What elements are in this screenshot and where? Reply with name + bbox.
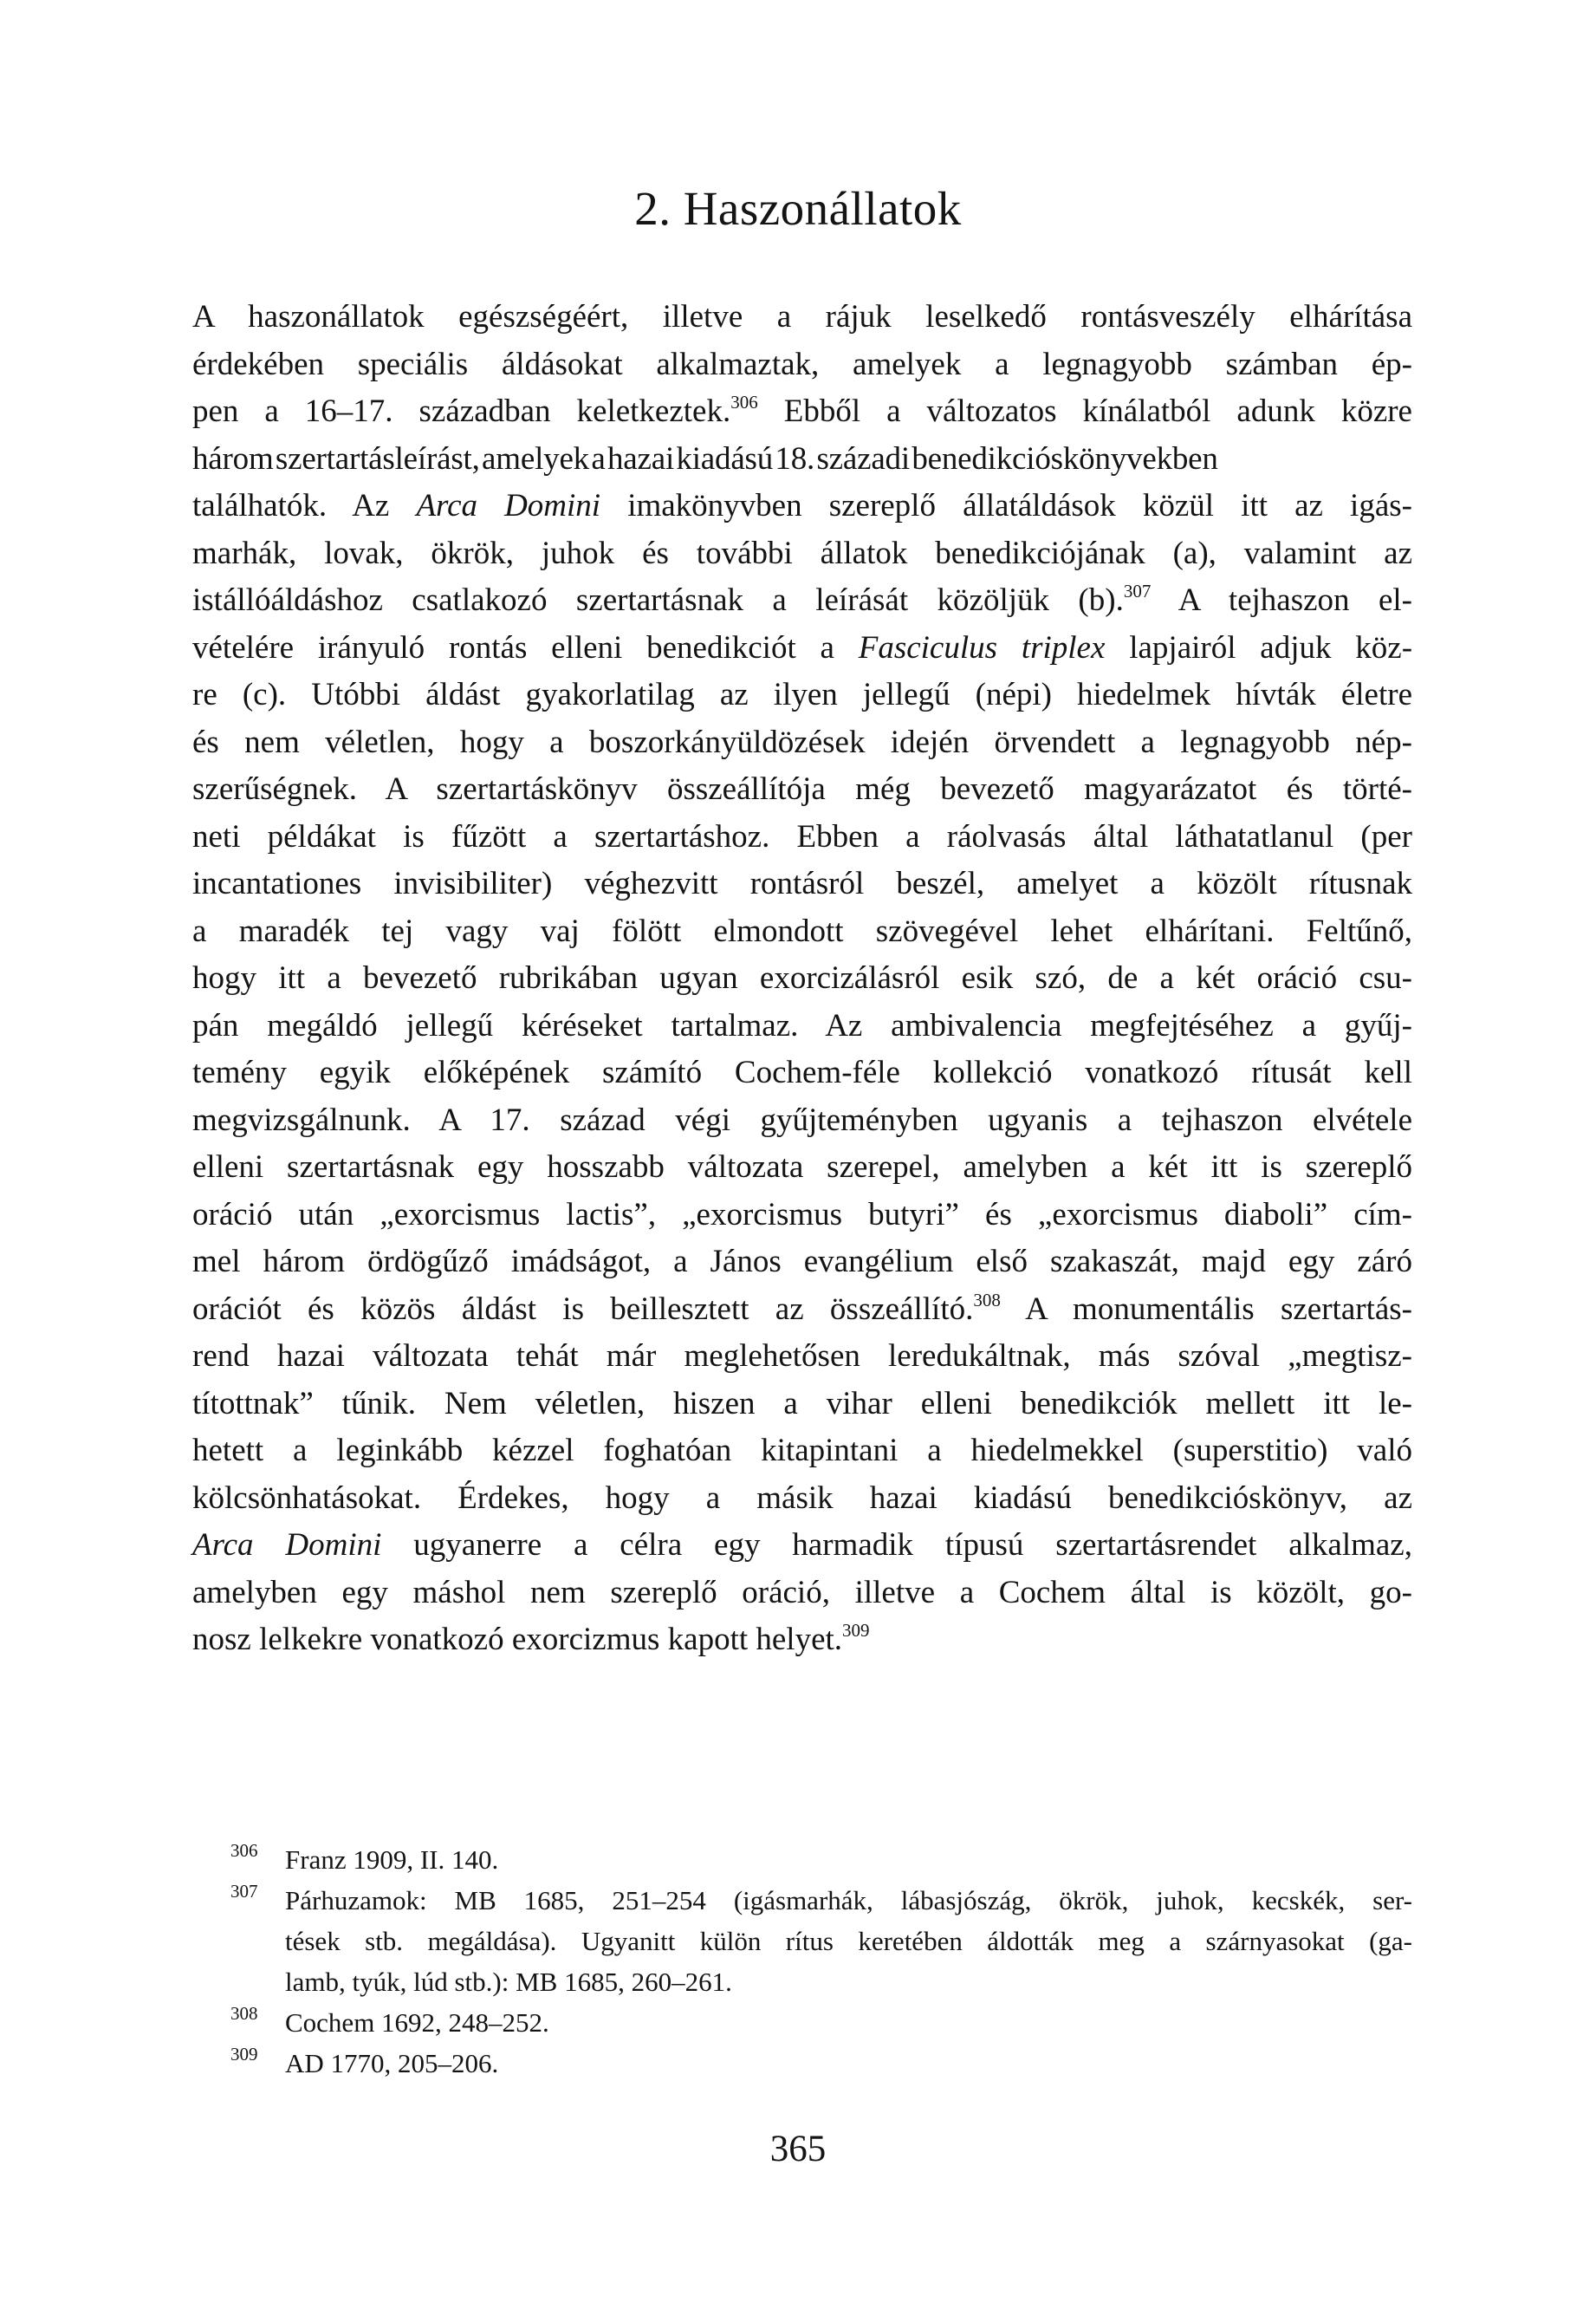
text-segment: A monumentális szertartás- bbox=[1000, 1291, 1412, 1327]
text-segment: megvizsgálnunk. A 17. század végi gyűjteményben ugyanis a tejhaszon elvétele bbox=[192, 1102, 1412, 1138]
text-line bbox=[192, 1333, 1412, 1381]
text-segment: marhák, lovak, ökrök, juhok és további állatok benedikciójának (a), valamint az bbox=[192, 535, 1412, 571]
text-segment: istállóáldáshoz csatlakozó szertartásnak a leírását közöljük (b). bbox=[192, 582, 1124, 618]
text-segment: szerűségnek. A szertartáskönyv összeállítója még bevezető magyarázatot és törté- bbox=[192, 771, 1412, 807]
footnote-308 bbox=[192, 2002, 1412, 2043]
text-segment: amelyben egy máshol nem szereplő oráció, illetve a Cochem által is közölt, go- bbox=[192, 1574, 1412, 1610]
text-segment: mel három ördögűző imádságot, a János evangélium első szakaszát, majd egy záró bbox=[192, 1244, 1412, 1279]
text-line bbox=[192, 1570, 1412, 1617]
text-line bbox=[192, 294, 1412, 341]
text-segment: pán megáldó jellegű kéréseket tartalmaz. Az ambivalencia megfejtéséhez a gyűj- bbox=[192, 1007, 1412, 1044]
footnote-text: tések stb. megáldása). Ugyanitt külön rítus keretében áldották meg a szárnyasokat (ga- bbox=[285, 1926, 1412, 1956]
text-line bbox=[192, 1192, 1412, 1239]
text-segment: títottnak” tűnik. Nem véletlen, hiszen a vihar elleni benedikciók mellett itt le- bbox=[192, 1385, 1412, 1421]
text-line bbox=[192, 908, 1412, 956]
text-line bbox=[192, 1050, 1412, 1097]
text-segment: A tejhaszon el- bbox=[1151, 582, 1412, 618]
text-segment: vételére irányuló rontás elleni benedikciót a bbox=[192, 629, 859, 666]
text-segment: re (c). Utóbbi áldást gyakorlatilag az ilyen jellegű (népi) hiedelmek hívták életre bbox=[192, 677, 1412, 712]
text-line bbox=[192, 719, 1412, 767]
text-line bbox=[192, 672, 1412, 719]
text-line bbox=[192, 861, 1412, 908]
footnote-number: 309 bbox=[230, 2044, 258, 2065]
footnote-number: 306 bbox=[230, 1840, 258, 1861]
footnote-text: lamb, tyúk, lúd stb.): MB 1685, 260–261. bbox=[285, 1967, 732, 1997]
text-segment: Ebből a változatos kínálatból adunk közre bbox=[757, 393, 1412, 429]
text-segment: elleni szertartásnak egy hosszabb változata szerepel, amelyben a két itt is szereplő bbox=[192, 1149, 1412, 1185]
text-line bbox=[192, 625, 1412, 673]
footnote-text: Franz 1909, II. 140. bbox=[285, 1844, 499, 1875]
text-segment: orációt és közös áldást is beillesztett az összeállító. bbox=[192, 1291, 974, 1327]
text-segment: a maradék tej vagy vaj fölött elmondott szövegével lehet elhárítani. Feltűnő, bbox=[192, 913, 1412, 949]
text-segment: és nem véletlen, hogy a boszorkányüldözések idején örvendett a legnagyobb nép- bbox=[192, 724, 1412, 760]
footnote-307 bbox=[192, 1880, 1412, 2002]
footnote-309 bbox=[192, 2043, 1412, 2084]
footnote-ref-306: 306 bbox=[730, 392, 758, 413]
text-segment: imakönyvben szereplő állatáldások közül itt az igás- bbox=[600, 488, 1412, 523]
footnote-ref-307: 307 bbox=[1123, 581, 1152, 602]
text-segment: A haszonállatok egészségéért, illetve a rájuk leselkedő rontásveszély elhárítása bbox=[192, 299, 1412, 335]
text-segment: incantationes invisibiliter) véghezvitt rontásról beszél, amelyet a közölt rítusnak bbox=[192, 866, 1412, 901]
footnote-number: 307 bbox=[230, 1881, 258, 1902]
text-line bbox=[192, 530, 1412, 578]
text-line bbox=[192, 1097, 1412, 1145]
text-segment: neti példákat is fűzött a szertartáshoz. Ebben a ráolvasás által láthatatlanul (per bbox=[192, 818, 1412, 855]
text-segment: temény egyik előképének számító Cochem-féle kollekció vonatkozó rítusát kell bbox=[192, 1055, 1412, 1090]
chapter-title: 2. Haszonállatok bbox=[634, 182, 962, 235]
text-line bbox=[192, 577, 1412, 625]
text-line bbox=[192, 1286, 1412, 1334]
italic-term-fasciculus-triplex: Fasciculus triplex bbox=[858, 629, 1106, 666]
text-segment: rend hazai változata tehát már meglehetősen leredukáltnak, más szóval „megtisz- bbox=[192, 1338, 1412, 1374]
text-segment: oráció után „exorcismus lactis”, „exorcismus butyri” és „exorcismus diaboli” cím- bbox=[192, 1196, 1412, 1232]
text-segment: ugyanerre a célra egy harmadik típusú szertartásrendet alkalmaz, bbox=[381, 1527, 1412, 1563]
text-segment: találhatók. Az bbox=[192, 488, 417, 523]
italic-term-arca-domini: Arca Domini bbox=[192, 1527, 382, 1563]
text-segment: érdekében speciális áldásokat alkalmaztak, amelyek a legnagyobb számban ép- bbox=[192, 346, 1412, 382]
text-segment: nosz lelkekre vonatkozó exorcizmus kapott helyet. bbox=[192, 1622, 843, 1657]
footnote-ref-309: 309 bbox=[842, 1620, 870, 1641]
text-line bbox=[192, 388, 1412, 436]
text-segment: hogy itt a bevezető rubrikában ugyan exorcizálásról esik szó, de a két oráció csu- bbox=[192, 960, 1412, 996]
footnote-number: 308 bbox=[230, 2003, 258, 2024]
text-line bbox=[192, 1475, 1412, 1523]
page-number: 365 bbox=[769, 2129, 827, 2169]
text-line bbox=[192, 1003, 1412, 1050]
text-line bbox=[192, 1522, 1412, 1570]
text-line bbox=[192, 1427, 1412, 1475]
text-line bbox=[192, 341, 1412, 389]
text-segment: lapjairól adjuk köz- bbox=[1105, 629, 1413, 666]
text-line bbox=[192, 814, 1412, 862]
text-segment: pen a 16–17. században keletkeztek. bbox=[192, 393, 731, 429]
text-line bbox=[192, 483, 1412, 530]
text-segment: kölcsönhatásokat. Érdekes, hogy a másik hazai kiadású benedikcióskönyv, az bbox=[192, 1479, 1412, 1516]
footnote-text: Párhuzamok: MB 1685, 251–254 (igásmarhák, lábasjószág, ökrök, juhok, kecskék, ser- bbox=[285, 1885, 1412, 1915]
text-line bbox=[192, 1144, 1412, 1192]
text-line bbox=[192, 766, 1412, 814]
text-segment: hetett a leginkább kézzel foghatóan kitapintani a hiedelmekkel (superstitio) való bbox=[192, 1433, 1412, 1468]
body-paragraph bbox=[192, 294, 1412, 1664]
text-line bbox=[192, 955, 1412, 1003]
text-line bbox=[192, 1381, 1412, 1428]
text-line bbox=[192, 1239, 1412, 1286]
text-line bbox=[192, 436, 1412, 484]
footnote-306 bbox=[192, 1839, 1412, 1880]
text-segment: három szertartásleírást, amelyek a hazai kiadású 18. századi benedikcióskönyvekben bbox=[192, 440, 1218, 477]
footnote-text: Cochem 1692, 248–252. bbox=[285, 2007, 549, 2038]
text-line bbox=[192, 1616, 1412, 1664]
italic-term-arca-domini: Arca Domini bbox=[416, 488, 601, 523]
footnotes-block bbox=[192, 1839, 1412, 2084]
footnote-text: AD 1770, 205–206. bbox=[285, 2048, 499, 2078]
footnote-ref-308: 308 bbox=[973, 1289, 1001, 1310]
